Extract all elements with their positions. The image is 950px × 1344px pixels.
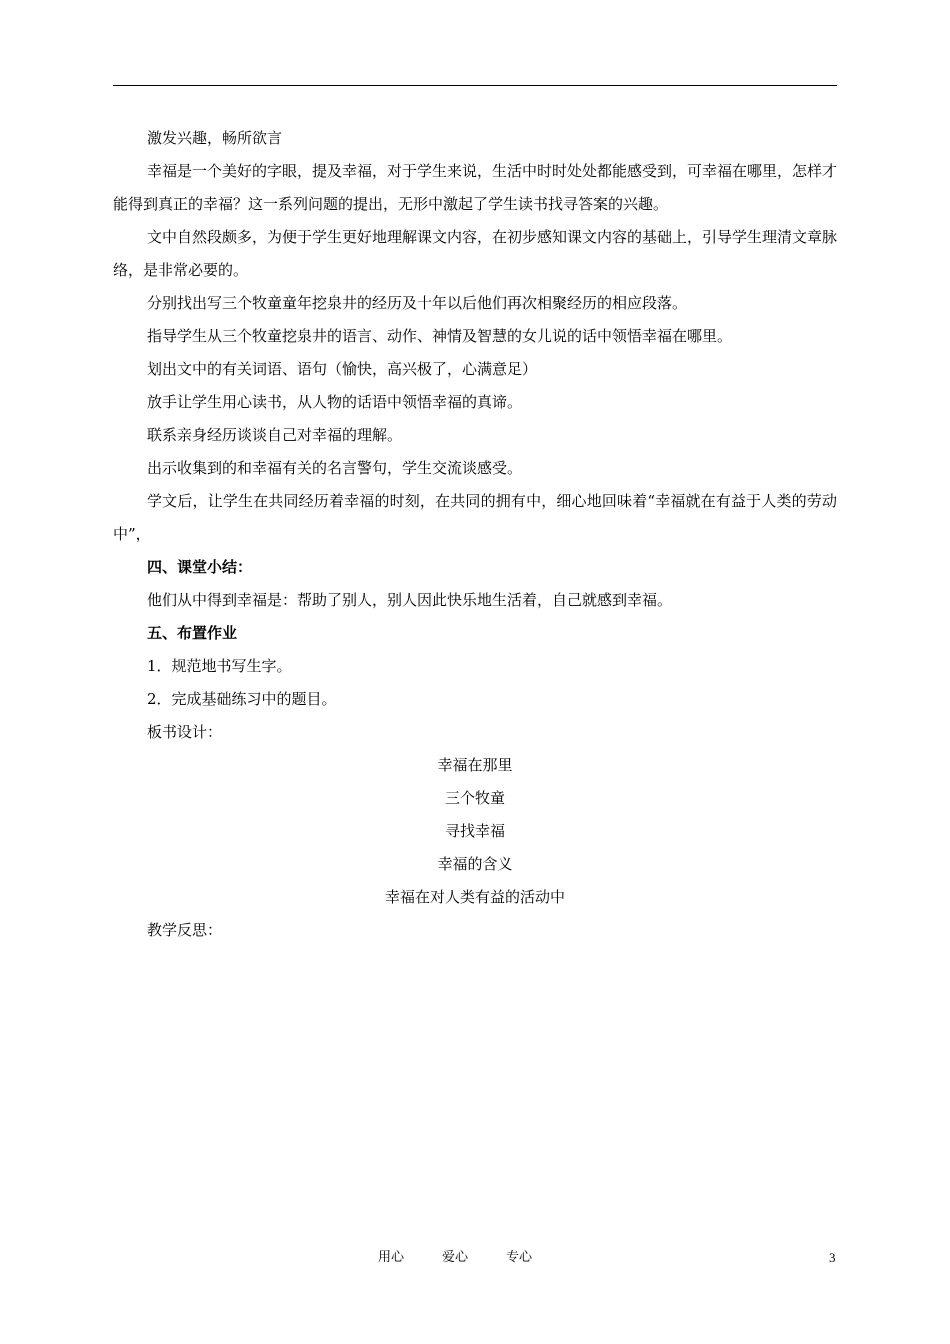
footer-item: 专心 — [506, 1250, 533, 1265]
paragraph: 联系亲身经历谈谈自己对幸福的理解。 — [147, 426, 403, 444]
list-item: 2．完成基础练习中的题目。 — [147, 690, 337, 708]
paragraph: 板书设计： — [147, 723, 223, 741]
document-body — [113, 122, 837, 947]
board-design-line: 三个牧童 — [444, 789, 505, 807]
paragraph: 学文后，让学生在共同经历着幸福的时刻，在共同的拥有中，细心地回味着“幸福就在有益于人类的劳动中”， — [113, 492, 837, 543]
paragraph: 划出文中的有关词语、语句（愉快，高兴极了，心满意足） — [147, 360, 538, 378]
board-design-line: 幸福的含义 — [437, 855, 513, 873]
paragraph: 文中自然段颇多，为便于学生更好地理解课文内容，在初步感知课文内容的基础上，引导学生理清文章脉络，是非常必要的。 — [113, 228, 838, 279]
section-heading: 四、课堂小结： — [147, 558, 253, 576]
paragraph: 他们从中得到幸福是：帮助了别人，别人因此快乐地生活着，自己就感到幸福。 — [147, 591, 673, 609]
page-number: 3 — [829, 1250, 836, 1265]
board-design-line: 幸福在那里 — [437, 756, 513, 774]
paragraph: 激发兴趣，畅所欲言 — [147, 129, 283, 147]
paragraph: 分别找出写三个牧童童年挖泉井的经历及十年以后他们再次相聚经历的相应段落。 — [147, 294, 688, 312]
list-item: 1．规范地书写生字。 — [147, 657, 292, 675]
paragraph: 指导学生从三个牧童挖泉井的语言、动作、神情及智慧的女儿说的话中领悟幸福在哪里。 — [147, 327, 733, 345]
footer-item: 爱心 — [442, 1250, 469, 1265]
paragraph: 幸福是一个美好的字眼，提及幸福，对于学生来说，生活中时时处处都能感受到，可幸福在哪里，怎样才能得到真正的幸福？这一系列问题的提出，无形中激起了学生读书找寻答案的兴趣。 — [113, 162, 838, 213]
section-heading: 五、布置作业 — [147, 624, 238, 642]
board-design-line: 寻找幸福 — [444, 822, 505, 840]
paragraph: 教学反思： — [147, 921, 223, 939]
header-rule — [113, 85, 837, 86]
footer-item: 用心 — [378, 1250, 405, 1265]
footer-motto — [378, 1248, 532, 1268]
paragraph: 出示收集到的和幸福有关的名言警句，学生交流谈感受。 — [147, 459, 523, 477]
page-footer — [0, 1248, 950, 1268]
board-design-line: 幸福在对人类有益的活动中 — [384, 888, 565, 906]
paragraph: 放手让学生用心读书，从人物的话语中领悟幸福的真谛。 — [147, 393, 523, 411]
